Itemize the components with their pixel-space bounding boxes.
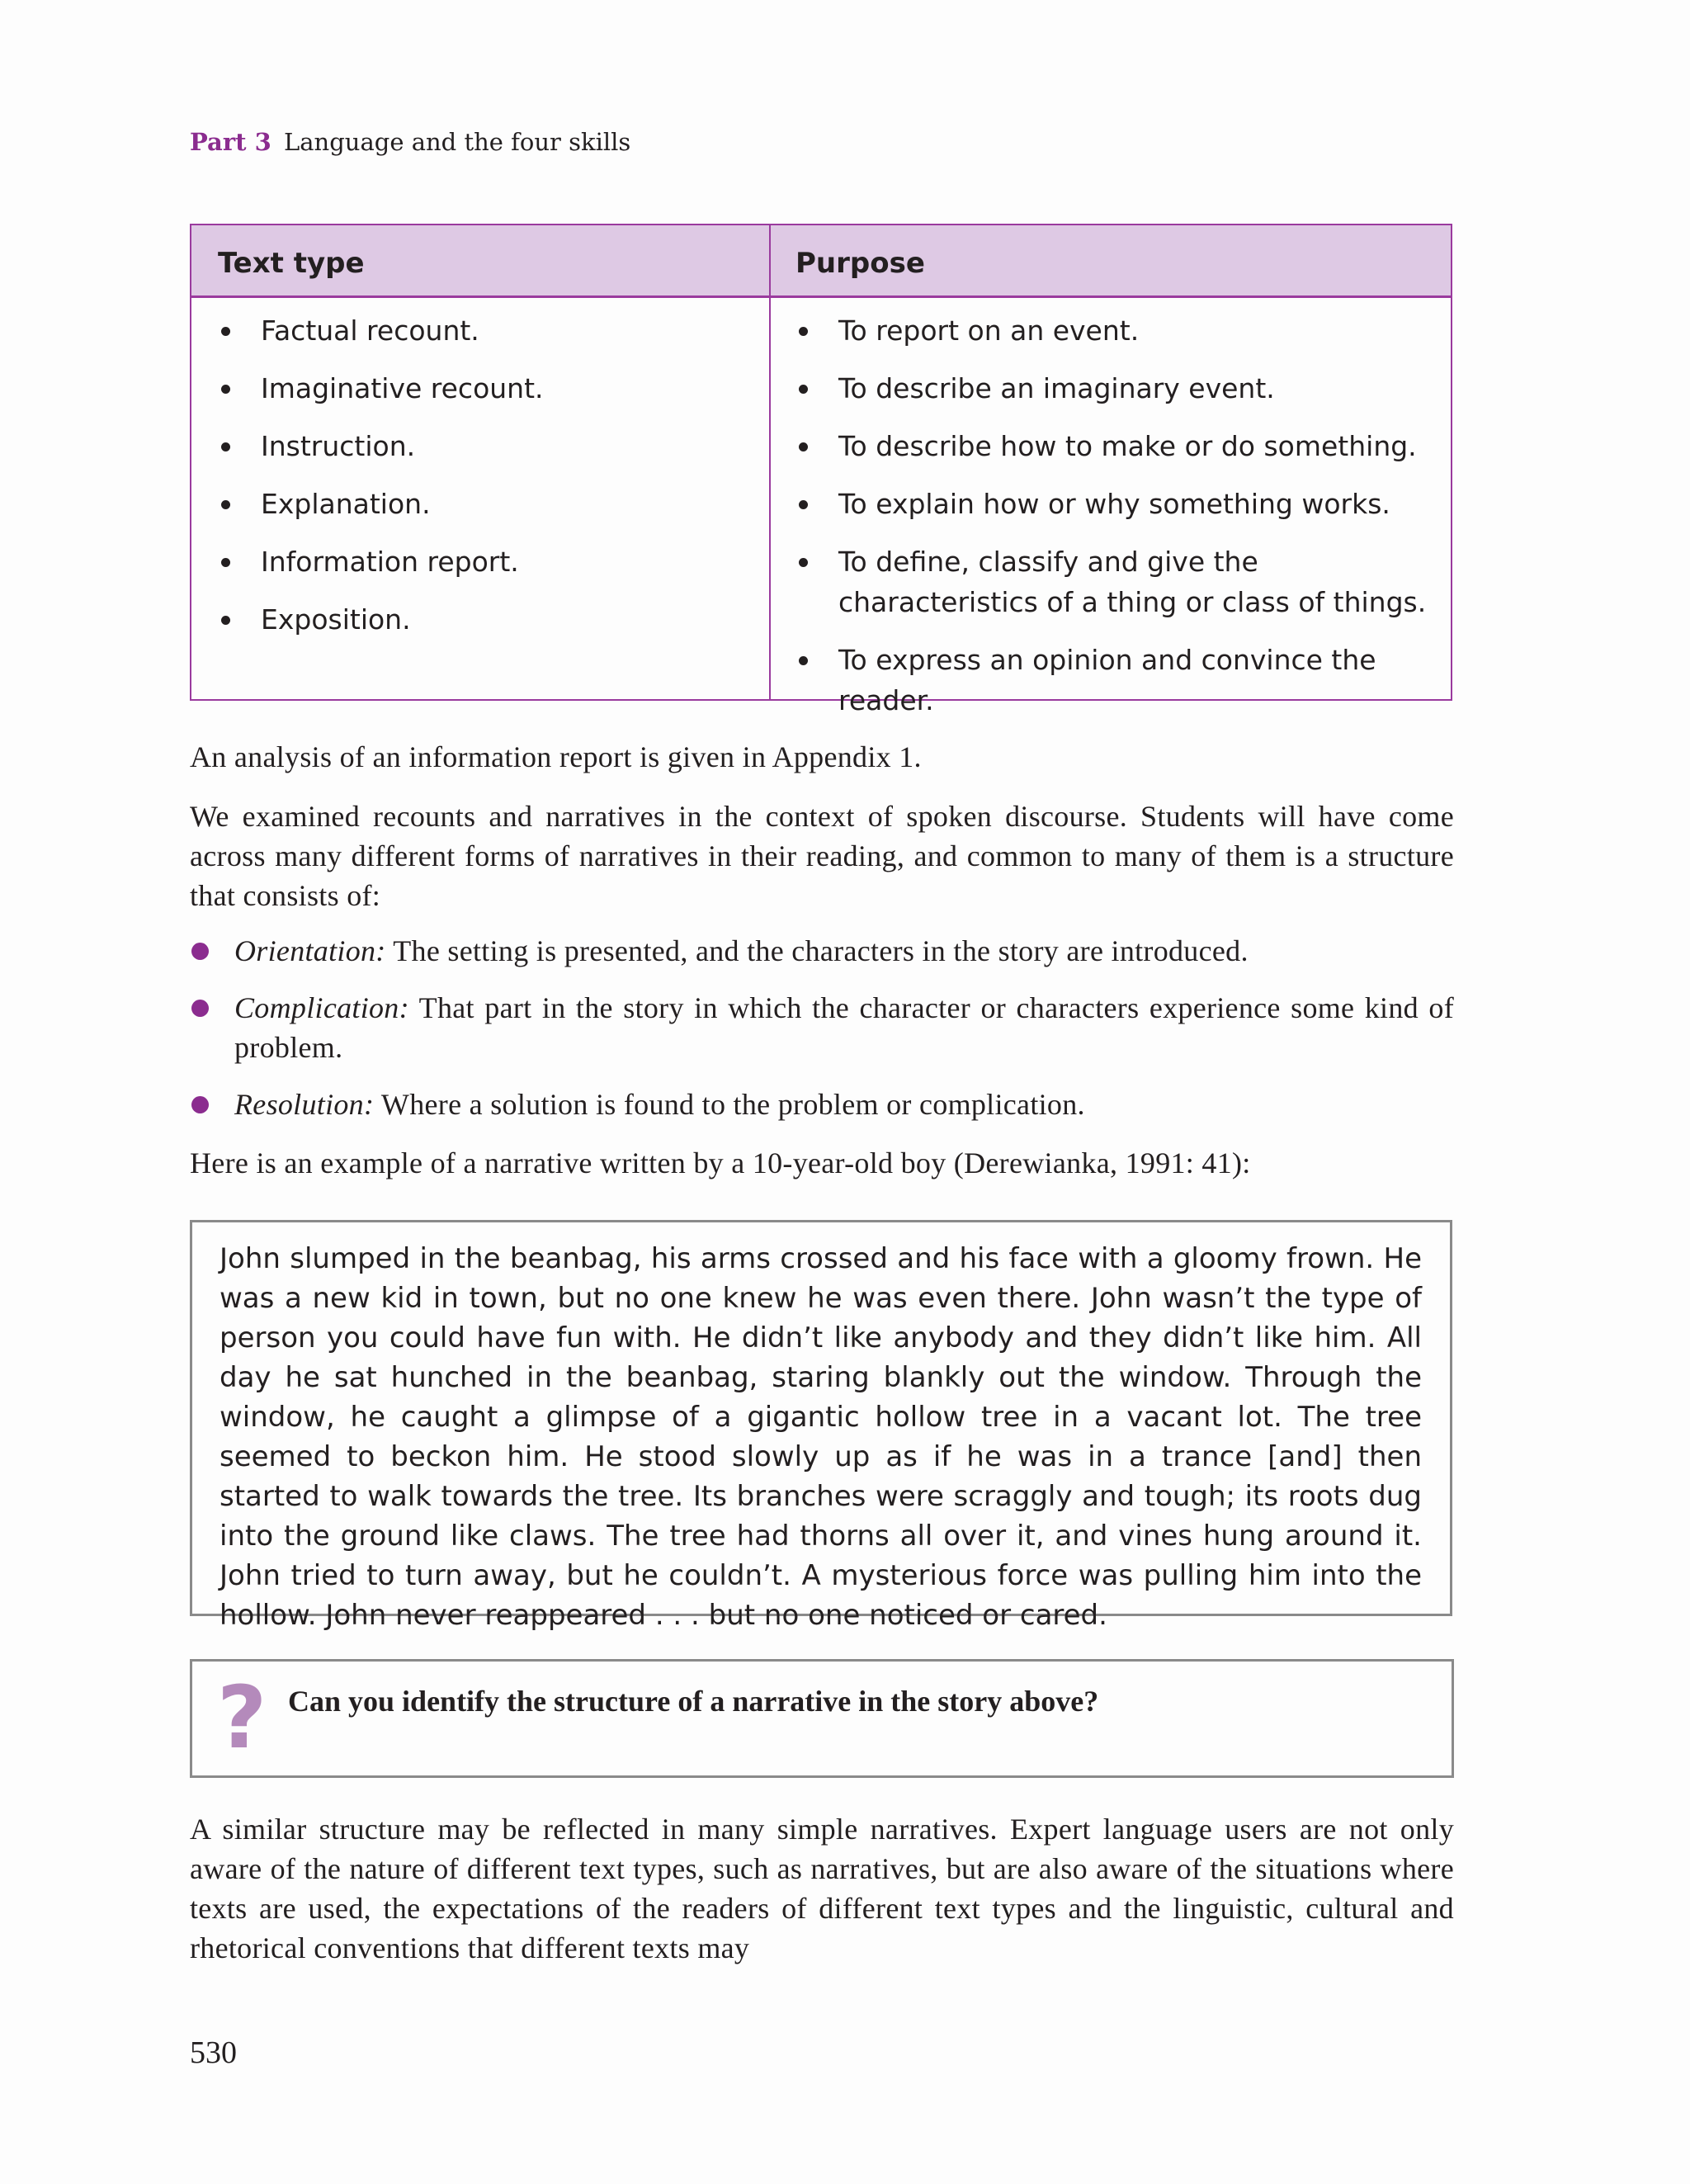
purpose-item: To describe how to make or do something. — [795, 426, 1431, 466]
text-type-item: Factual recount. — [218, 310, 746, 351]
bullet-term: Orientation: — [234, 934, 386, 967]
part-label: Part 3 — [190, 128, 271, 156]
text-type-item: Exposition. — [218, 599, 746, 640]
list-item-resolution — [190, 1085, 1454, 1124]
bullet-term: Resolution: — [234, 1088, 375, 1121]
text-type-table — [190, 224, 1452, 716]
list-item-complication — [190, 988, 1454, 1067]
table-column-divider — [769, 225, 771, 699]
paragraph-example-intro: Here is an example of a narrative written by a 10-year-old boy (Derewianka, 1991: 41): — [190, 1146, 1251, 1179]
story-box — [190, 1220, 1452, 1632]
purpose-item: To report on an event. — [795, 310, 1431, 351]
question-text: Can you identify the structure of a narrative in the story above? — [288, 1685, 1099, 1718]
question-mark-icon: ? — [217, 1667, 267, 1768]
bullet-text: The setting is presented, and the characters in the story are introduced. — [385, 934, 1249, 967]
paragraph-appendix-note: An analysis of an information report is given in Appendix 1. — [190, 740, 922, 773]
text-type-item: Explanation. — [218, 484, 746, 524]
bullet-text: Where a solution is found to the problem or complication. — [374, 1088, 1085, 1121]
purpose-item: To express an opinion and convince the reader. — [795, 640, 1431, 721]
running-head — [190, 128, 630, 156]
section-title: Language and the four skills — [284, 128, 631, 156]
table-header-purpose: Purpose — [795, 247, 925, 280]
page-number: 530 — [190, 2035, 237, 2070]
bullet-text: That part in the story in which the character or characters experience some kind of problem. — [234, 991, 1454, 1064]
narrative-structure-list — [190, 931, 1454, 1142]
bullet-term: Complication: — [234, 991, 409, 1024]
text-type-item: Instruction. — [218, 426, 746, 466]
list-item-orientation — [190, 931, 1454, 971]
purpose-item: To describe an imaginary event. — [795, 368, 1431, 409]
question-box — [190, 1659, 1454, 1778]
purpose-item: To explain how or why something works. — [795, 484, 1431, 524]
table-header-text-type: Text type — [218, 247, 365, 280]
purpose-column — [795, 298, 1431, 721]
text-type-item: Imaginative recount. — [218, 368, 746, 409]
text-type-column — [218, 298, 746, 640]
purpose-item: To define, classify and give the characteristics of a thing or class of things. — [795, 541, 1431, 622]
paragraph-narrative-intro: We examined recounts and narratives in the context of spoken discourse. Students will have come across many different forms of narratives in their reading, and common to many of them is a structure that consists of: — [190, 800, 1454, 912]
paragraph-expert-users: A similar structure may be reflected in many simple narratives. Expert language users are not only aware of the nature of different text types, such as narratives, but are also aware of the situations where texts are used, the expectations of the readers of different text types and the linguistic, cultural and rhetorical conventions that different texts may — [190, 1813, 1454, 1964]
story-text: John slumped in the beanbag, his arms crossed and his face with a gloomy frown. He was a new kid in town, but no one knew he was even there. John wasn’t the type of person you could have fun with. He didn’t like anybody and they didn’t like him. All day he sat hunched in the beanbag, staring blankly out the window. Through the window, he caught a glimpse of a gigantic hollow tree in a vacant lot. The tree seemed to beckon him. He stood slowly up as if he was in a trance [and] then started to walk towards the tree. Its branches were scraggly and tough; its roots dug into the ground like claws. The tree had thorns all over it, and vines hung around it. John tried to turn away, but he couldn’t. A mysterious force was pulling him into the hollow. John never reappeared . . . but no one noticed or cared. — [220, 1242, 1422, 1632]
text-type-item: Information report. — [218, 541, 746, 582]
